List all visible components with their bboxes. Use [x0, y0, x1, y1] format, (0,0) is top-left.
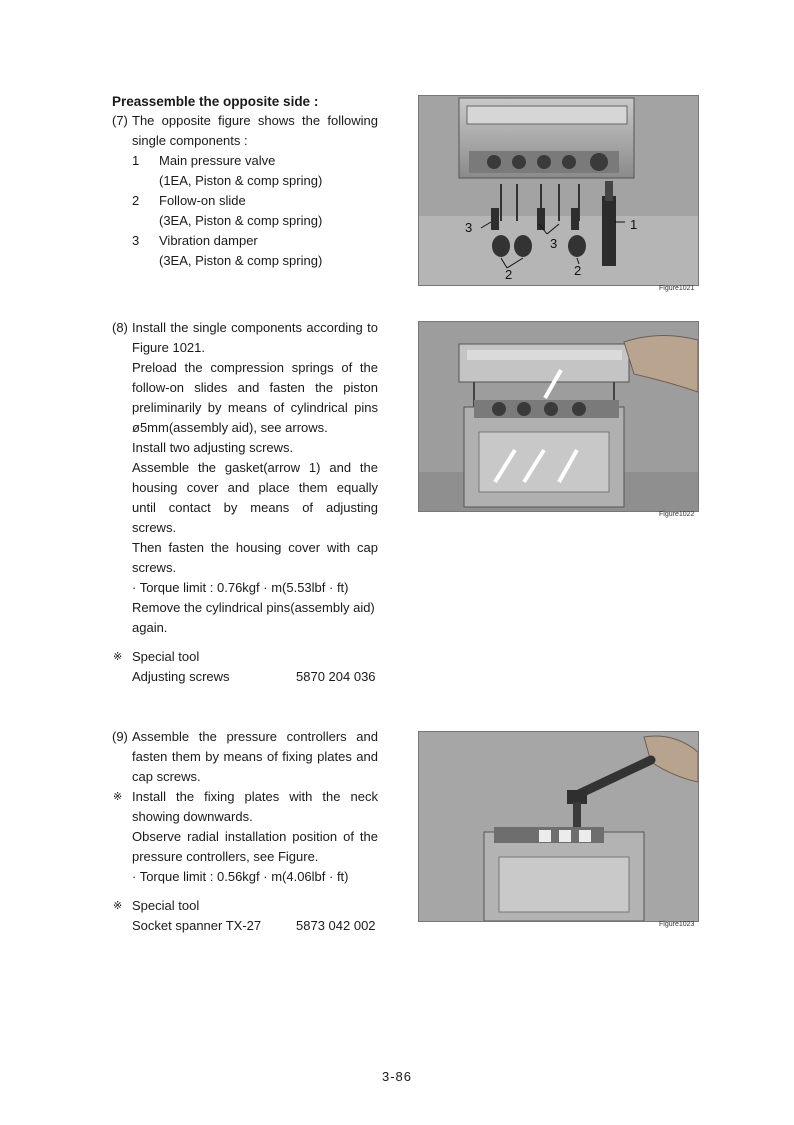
component-name: Follow-on slide	[159, 193, 246, 208]
figure-caption: Figure1021	[659, 285, 695, 292]
figure-callout: 2	[574, 263, 582, 278]
tool-name: Adjusting screws	[132, 669, 230, 684]
step-text-line: The opposite figure shows the following	[132, 113, 378, 128]
torque-limit: · Torque limit : 0.76kgf · m(5.53lbf · ft)	[132, 580, 349, 595]
step-text-line: Remove the cylindrical pins(assembly aid)	[132, 600, 375, 615]
step-text-line: Then fasten the housing cover with cap	[132, 540, 378, 555]
figure-callout: 3	[465, 220, 473, 235]
step-text-line: Figure 1021.	[132, 340, 205, 355]
figure-1022-photo	[418, 321, 699, 512]
valve-components-illustration	[419, 96, 698, 285]
component-name: Vibration damper	[159, 233, 258, 248]
step-text-line: ø5mm(assembly aid), see arrows.	[132, 420, 328, 435]
figure-caption: Figure1023	[659, 921, 695, 928]
tool-name: Socket spanner TX-27	[132, 918, 262, 933]
note-text-line: Install the fixing plates with the neck	[132, 789, 378, 804]
special-tool-title: Special tool	[132, 898, 200, 913]
torque-limit: · Torque limit : 0.56kgf · m(4.06lbf · ft)	[132, 869, 349, 884]
component-number: 3	[132, 233, 140, 248]
socket-spanner-illustration	[419, 732, 698, 921]
component-name: Main pressure valve	[159, 153, 276, 168]
note-text-line: Observe radial installation position of the	[132, 829, 378, 844]
step-text-line: follow-on slides and fasten the piston	[132, 380, 378, 395]
component-number: 2	[132, 193, 140, 208]
step-text-line: Install the single components according to	[132, 320, 378, 335]
note-text-line: showing downwards.	[132, 809, 253, 824]
step-text-line: preliminarily by means of cylindrical pins	[132, 400, 378, 415]
step-text-line: Preload the compression springs of the	[132, 360, 378, 375]
note-mark: ※	[113, 791, 123, 803]
step-text-line: until contact by means of adjusting	[132, 500, 378, 515]
step-text-line: Install two adjusting screws.	[132, 440, 294, 455]
note-text-line: pressure controllers, see Figure.	[132, 849, 319, 864]
step-text-line: single components :	[132, 133, 248, 148]
figure-caption: Figure1022	[659, 511, 695, 518]
housing-cover-illustration	[419, 322, 698, 511]
special-tool-title: Special tool	[132, 649, 200, 664]
note-mark: ※	[113, 900, 123, 912]
step-text-line: Assemble the pressure controllers and	[132, 729, 378, 744]
page-number: 3-86	[382, 1069, 413, 1084]
component-detail: (1EA, Piston & comp spring)	[159, 173, 323, 188]
section-heading: Preassemble the opposite side :	[112, 94, 319, 109]
figure-callout: 3	[550, 236, 558, 251]
component-detail: (3EA, Piston & comp spring)	[159, 253, 323, 268]
step-text-line: again.	[132, 620, 168, 635]
figure-1023-photo	[418, 731, 699, 922]
step-text-line: screws.	[132, 560, 177, 575]
step-text-line: cap screws.	[132, 769, 201, 784]
component-detail: (3EA, Piston & comp spring)	[159, 213, 323, 228]
step-number: (9)	[112, 729, 128, 744]
step-text-line: housing cover and place them equally	[132, 480, 378, 495]
step-text-line: screws.	[132, 520, 177, 535]
figure-1021-photo	[418, 95, 699, 286]
figure-callout: 1	[630, 217, 638, 232]
component-number: 1	[132, 153, 140, 168]
step-number: (8)	[112, 320, 128, 335]
step-number: (7)	[112, 113, 128, 128]
figure-callout: 2	[505, 267, 513, 282]
tool-number: 5870 204 036	[296, 669, 376, 684]
note-mark: ※	[113, 651, 123, 663]
step-text-line: Assemble the gasket(arrow 1) and the	[132, 460, 378, 475]
step-text-line: fasten them by means of fixing plates and	[132, 749, 378, 764]
tool-number: 5873 042 002	[296, 918, 376, 933]
